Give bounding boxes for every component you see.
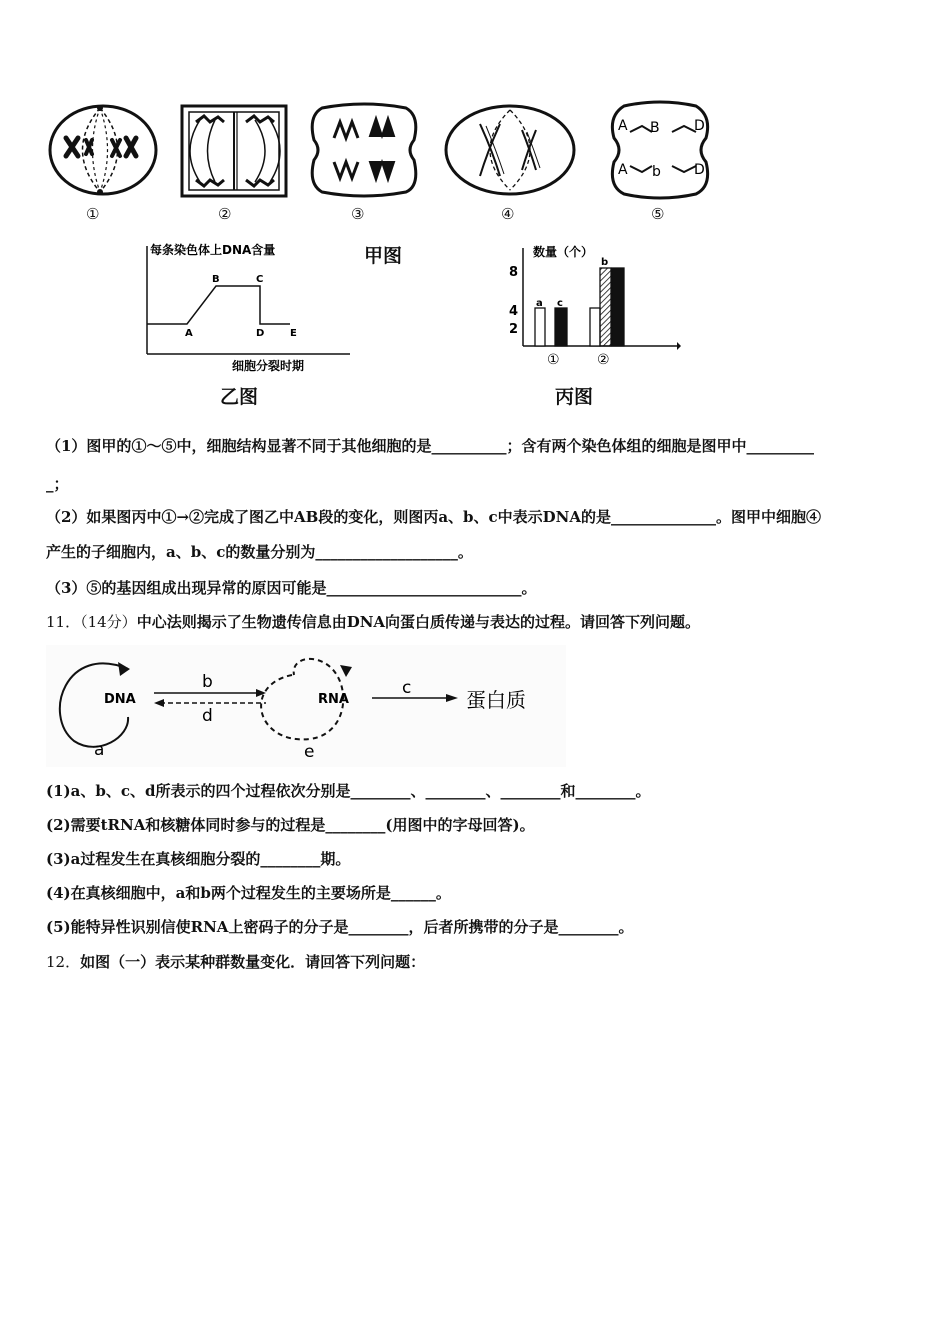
q11-part5: (5)能特异性识别信使RNA上密码子的分子是________，后者所携带的分子是________。 bbox=[46, 918, 634, 936]
bing-bar-g2-b bbox=[600, 268, 611, 346]
label-a: a bbox=[94, 740, 105, 760]
cell5-gene-bottom-mid: b bbox=[652, 164, 661, 180]
cell-1-drawing bbox=[50, 105, 156, 195]
label-e: e bbox=[304, 742, 315, 762]
bing-ytick-4: 4 bbox=[509, 304, 519, 319]
figure-jia-cells bbox=[40, 96, 720, 228]
q12-stem: 如图（一）表示某种群数量变化．请回答下列问题： bbox=[80, 953, 426, 971]
figure-yi-title: 乙图 bbox=[220, 386, 259, 408]
yi-point-c: C bbox=[256, 274, 264, 285]
dogma-dna: DNA bbox=[104, 692, 136, 707]
yi-xlabel: 细胞分裂时期 bbox=[232, 359, 305, 373]
cell-label-4: ④ bbox=[501, 205, 515, 223]
dogma-rna: RNA bbox=[318, 692, 349, 707]
figure-bing-chart bbox=[505, 240, 685, 370]
dogma-protein: 蛋白质 bbox=[466, 688, 526, 712]
q11-number: 11．（14分） bbox=[46, 613, 137, 631]
bing-group-1: ① bbox=[547, 352, 560, 368]
cell-4-drawing bbox=[446, 106, 574, 194]
bing-ylabel: 数量（个） bbox=[533, 245, 594, 259]
label-d: d bbox=[202, 706, 213, 726]
bing-bar-label-b: b bbox=[601, 257, 609, 268]
q10-part1-line2: _； bbox=[46, 475, 69, 493]
cell-label-2: ② bbox=[218, 205, 232, 223]
q10-part2-line2: 产生的子细胞内，a、b、c的数量分别为___________________。 bbox=[46, 543, 473, 561]
q11-part3: (3)a过程发生在真核细胞分裂的________期。 bbox=[46, 850, 351, 868]
label-c: c bbox=[402, 678, 412, 698]
q10-part3: （3）⑤的基因组成出现异常的原因可能是__________________________。 bbox=[46, 579, 537, 597]
cell-5-drawing bbox=[612, 102, 707, 198]
bing-ytick-2: 2 bbox=[509, 322, 519, 337]
figure-jia-title: 甲图 bbox=[364, 245, 403, 267]
cell5-gene-top-left: A bbox=[618, 118, 628, 134]
cell-3-drawing bbox=[312, 104, 416, 196]
cell5-gene-top-right: D bbox=[694, 118, 705, 134]
cell5-gene-bottom-left: A bbox=[618, 162, 628, 178]
yi-point-e: E bbox=[290, 328, 297, 339]
bing-bar-label-a: a bbox=[536, 298, 543, 309]
cell5-gene-top-mid: B bbox=[650, 120, 660, 136]
label-b: b bbox=[202, 672, 213, 692]
q11-part2: (2)需要tRNA和核糖体同时参与的过程是________(用图中的字母回答)。 bbox=[46, 816, 535, 834]
cell5-gene-bottom-right: D bbox=[694, 162, 705, 178]
bing-bar-g1-a bbox=[535, 308, 545, 346]
q11-stem: 中心法则揭示了生物遗传信息由DNA向蛋白质传递与表达的过程。请回答下列问题。 bbox=[136, 613, 701, 631]
bing-bar-g1-c bbox=[555, 308, 567, 346]
q12-header bbox=[46, 952, 425, 972]
bing-bar-label-c: c bbox=[557, 298, 563, 309]
cell-label-5: ⑤ bbox=[651, 205, 665, 223]
figure-bing-title: 丙图 bbox=[555, 386, 594, 408]
bing-bar-g2-a bbox=[590, 308, 600, 346]
yi-ylabel: 每条染色体上DNA含量 bbox=[150, 243, 276, 257]
central-dogma-diagram bbox=[46, 645, 566, 767]
yi-point-d: D bbox=[256, 328, 265, 339]
bing-group-2: ② bbox=[597, 352, 610, 368]
q11-part4: (4)在真核细胞中，a和b两个过程发生的主要场所是______。 bbox=[46, 884, 451, 902]
yi-point-a: A bbox=[185, 328, 193, 339]
figure-yi-chart bbox=[140, 240, 360, 376]
bing-bar-g2-c bbox=[612, 268, 624, 346]
cell-2-drawing bbox=[182, 106, 286, 196]
q10-part2-line1: （2）如果图丙中①→②完成了图乙中AB段的变化，则图丙a、b、c中表示DNA的是______________。图甲中细胞④ bbox=[46, 508, 822, 526]
bing-ytick-8: 8 bbox=[509, 265, 519, 280]
yi-dna-line bbox=[147, 286, 290, 324]
cell-label-1: ① bbox=[86, 205, 100, 223]
q12-number: 12． bbox=[46, 953, 81, 971]
q10-part1-line1: （1）图甲的①～⑤中，细胞结构显著不同于其他细胞的是__________；含有两个染色体组的细胞是图甲中_________ bbox=[46, 437, 814, 455]
q11-header bbox=[46, 612, 700, 632]
cell-label-3: ③ bbox=[351, 205, 365, 223]
q11-part1: (1)a、b、c、d所表示的四个过程依次分别是________、________、________和________。 bbox=[46, 782, 651, 800]
yi-point-b: B bbox=[212, 274, 220, 285]
